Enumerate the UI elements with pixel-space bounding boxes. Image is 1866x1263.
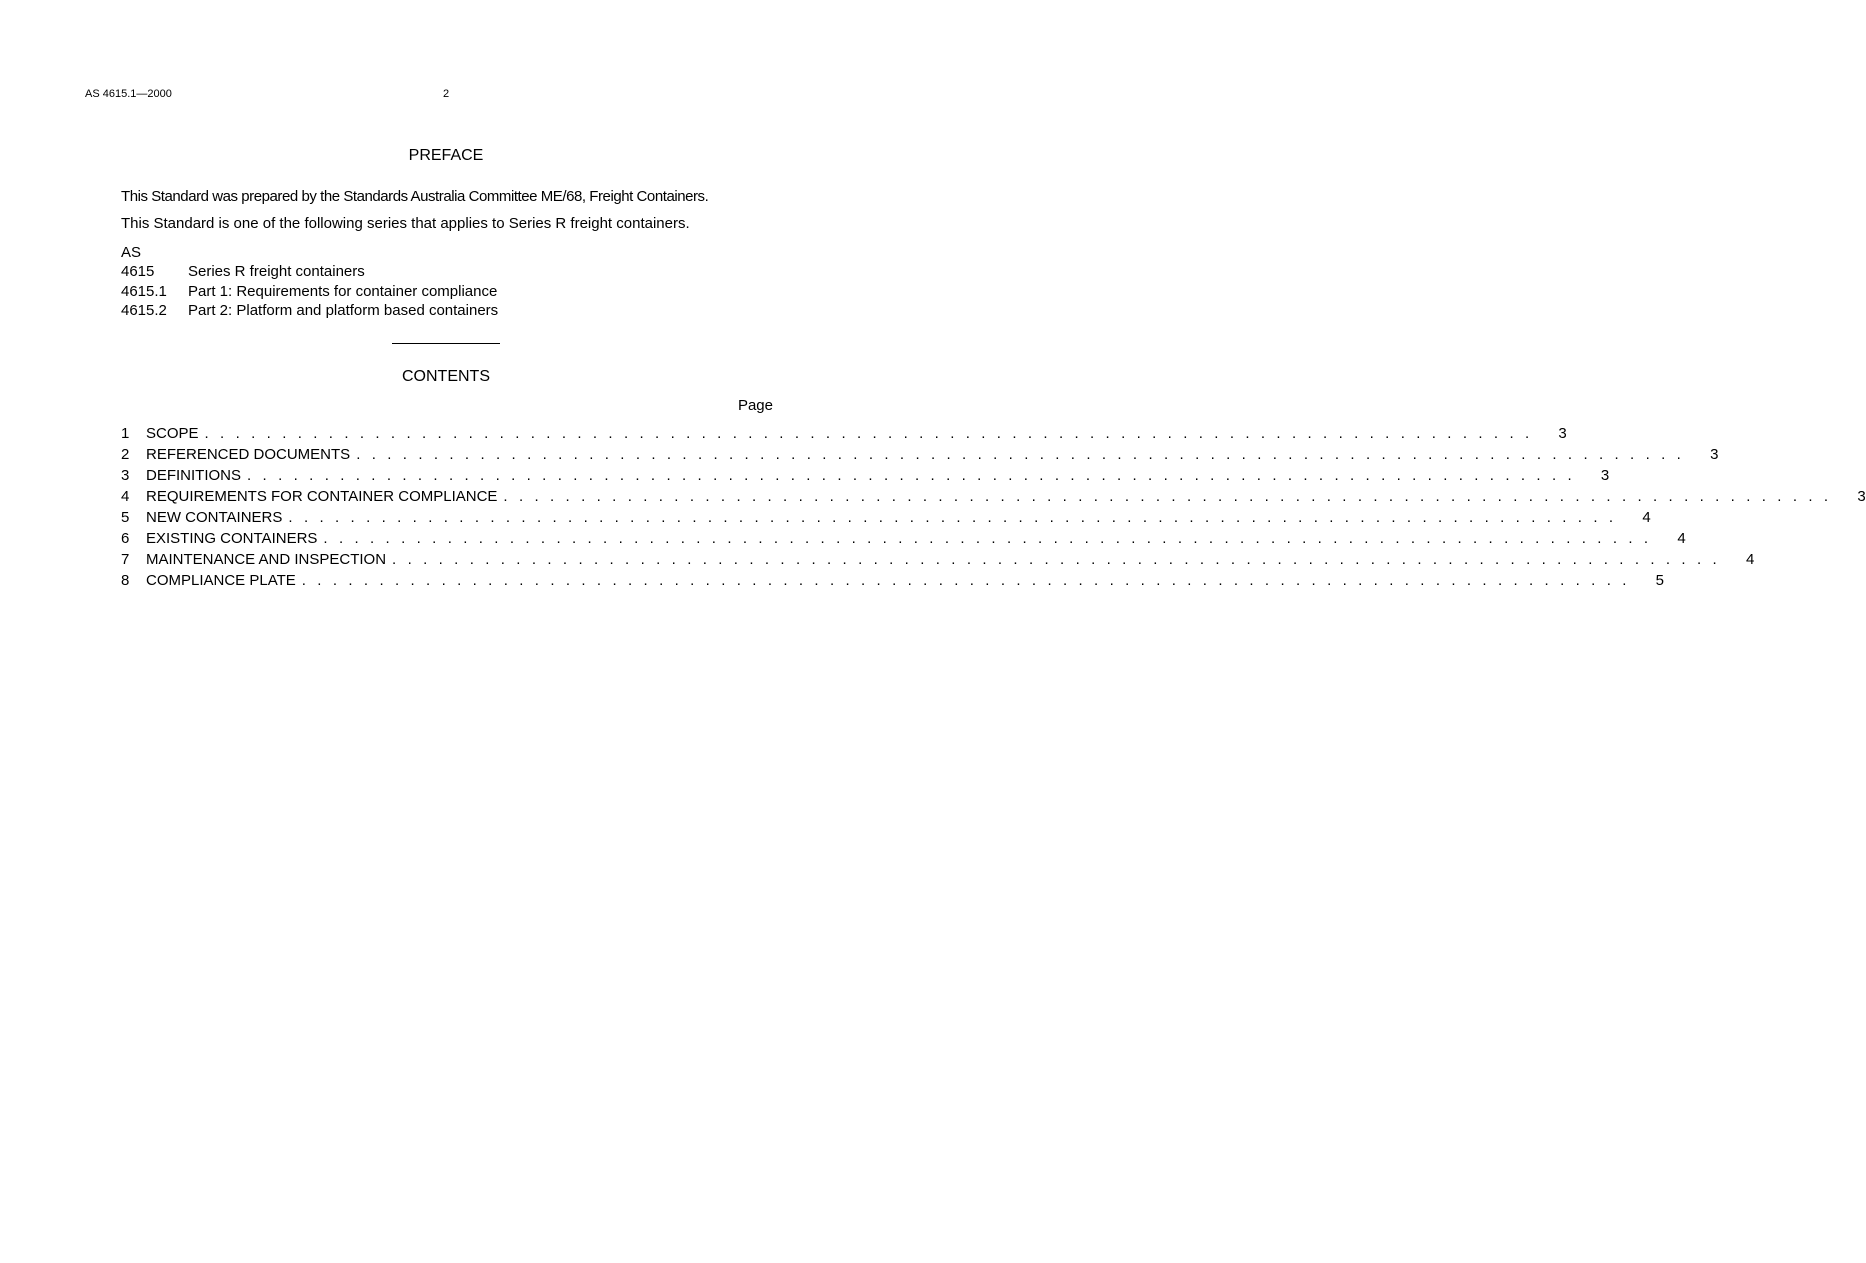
toc-entry-number: 8 bbox=[121, 572, 130, 589]
toc-entry-title: EXISTING CONTAINERS bbox=[146, 530, 318, 547]
series-number: 4615.1 bbox=[121, 282, 167, 300]
preface-paragraph-series: This Standard is one of the following series that applies to Series R freight containers. bbox=[121, 215, 690, 232]
toc-entry-page: 4 bbox=[1745, 551, 1755, 568]
toc-entry-definitions[interactable] bbox=[121, 465, 1610, 486]
toc-dot-leader: . . . . . . . . . . . . . . . . . . . . . . . . . . . . . . . . . . . . . . . . . . . . . . . . . . . . . . . . . . . . . . . . . . . . . . . . . . . . . . . . . . . . . . bbox=[288, 509, 1617, 526]
toc-entry-number: 5 bbox=[121, 509, 130, 526]
series-title: Series R freight containers bbox=[188, 263, 365, 280]
contents-heading: CONTENTS bbox=[402, 368, 490, 385]
toc-dot-leader: . . . . . . . . . . . . . . . . . . . . . . . . . . . . . . . . . . . . . . . . . . . . . . . . . . . . . . . . . . . . . . . . . . . . . . . . . . . . . . . . . . . . . . bbox=[247, 467, 1576, 484]
toc-entry-compliance-plate[interactable] bbox=[121, 570, 1665, 591]
toc-entry-page: 3 bbox=[1600, 467, 1610, 484]
toc-entry-number: 2 bbox=[121, 446, 130, 463]
series-list-item bbox=[121, 282, 498, 302]
preface-heading: PREFACE bbox=[408, 147, 484, 164]
toc-entry-page: 3 bbox=[1857, 488, 1866, 505]
toc-entry-number: 3 bbox=[121, 467, 130, 484]
page-column-label: Page bbox=[737, 397, 773, 414]
toc-entry-number: 6 bbox=[121, 530, 130, 547]
toc-entry-number: 1 bbox=[121, 425, 130, 442]
toc-dot-leader: . . . . . . . . . . . . . . . . . . . . . . . . . . . . . . . . . . . . . . . . . . . . . . . . . . . . . . . . . . . . . . . . . . . . . . . . . . . . . . . . . . . . . . bbox=[323, 530, 1652, 547]
toc-entry-number: 4 bbox=[121, 488, 130, 505]
table-of-contents bbox=[121, 423, 1866, 591]
toc-entry-requirements[interactable] bbox=[121, 486, 1866, 507]
page-number: 2 bbox=[442, 88, 450, 100]
preface-paragraph-committee: This Standard was prepared by the Standards Australia Committee ME/68, Freight Containers. bbox=[121, 188, 709, 205]
series-list bbox=[121, 243, 498, 321]
document-id: AS 4615.1—2000 bbox=[85, 88, 172, 100]
toc-dot-leader: . . . . . . . . . . . . . . . . . . . . . . . . . . . . . . . . . . . . . . . . . . . . . . . . . . . . . . . . . . . . . . . . . . . . . . . . . . . . . . . . . . . . . . bbox=[392, 551, 1721, 568]
series-list-item bbox=[121, 262, 498, 282]
toc-entry-title: REFERENCED DOCUMENTS bbox=[146, 446, 351, 463]
series-list-item bbox=[121, 301, 498, 321]
toc-entry-title: SCOPE bbox=[146, 425, 199, 442]
toc-dot-leader: . . . . . . . . . . . . . . . . . . . . . . . . . . . . . . . . . . . . . . . . . . . . . . . . . . . . . . . . . . . . . . . . . . . . . . . . . . . . . . . . . . . . . . bbox=[503, 488, 1832, 505]
toc-entry-title: REQUIREMENTS FOR CONTAINER COMPLIANCE bbox=[146, 488, 498, 505]
toc-entry-number: 7 bbox=[121, 551, 130, 568]
toc-dot-leader: . . . . . . . . . . . . . . . . . . . . . . . . . . . . . . . . . . . . . . . . . . . . . . . . . . . . . . . . . . . . . . . . . . . . . . . . . . . . . . . . . . . . . . bbox=[356, 446, 1685, 463]
toc-entry-title: MAINTENANCE AND INSPECTION bbox=[146, 551, 387, 568]
toc-entry-scope[interactable] bbox=[121, 423, 1567, 444]
series-title: Part 2: Platform and platform based containers bbox=[188, 302, 499, 319]
toc-entry-title: DEFINITIONS bbox=[146, 467, 242, 484]
toc-entry-title: NEW CONTAINERS bbox=[146, 509, 283, 526]
toc-entry-page: 4 bbox=[1677, 530, 1686, 547]
section-divider bbox=[392, 343, 500, 344]
toc-entry-page: 3 bbox=[1710, 446, 1719, 463]
series-title: Part 1: Requirements for container compliance bbox=[188, 282, 498, 300]
toc-entry-page: 5 bbox=[1655, 572, 1665, 589]
series-list-caption: AS bbox=[121, 244, 142, 261]
toc-entry-new-containers[interactable] bbox=[121, 507, 1651, 528]
toc-entry-maintenance[interactable] bbox=[121, 549, 1755, 570]
toc-dot-leader: . . . . . . . . . . . . . . . . . . . . . . . . . . . . . . . . . . . . . . . . . . . . . . . . . . . . . . . . . . . . . . . . . . . . . . . . . . . . . . . . . . . . . . bbox=[204, 425, 1533, 442]
series-number: 4615 bbox=[121, 263, 155, 280]
toc-entry-title: COMPLIANCE PLATE bbox=[146, 572, 296, 589]
toc-dot-leader: . . . . . . . . . . . . . . . . . . . . . . . . . . . . . . . . . . . . . . . . . . . . . . . . . . . . . . . . . . . . . . . . . . . . . . . . . . . . . . . . . . . . . . bbox=[301, 572, 1631, 589]
series-number: 4615.2 bbox=[121, 302, 167, 319]
toc-entry-page: 3 bbox=[1558, 425, 1567, 442]
toc-entry-existing-containers[interactable] bbox=[121, 528, 1686, 549]
toc-entry-referenced-documents[interactable] bbox=[121, 444, 1719, 465]
toc-entry-page: 4 bbox=[1642, 509, 1651, 526]
